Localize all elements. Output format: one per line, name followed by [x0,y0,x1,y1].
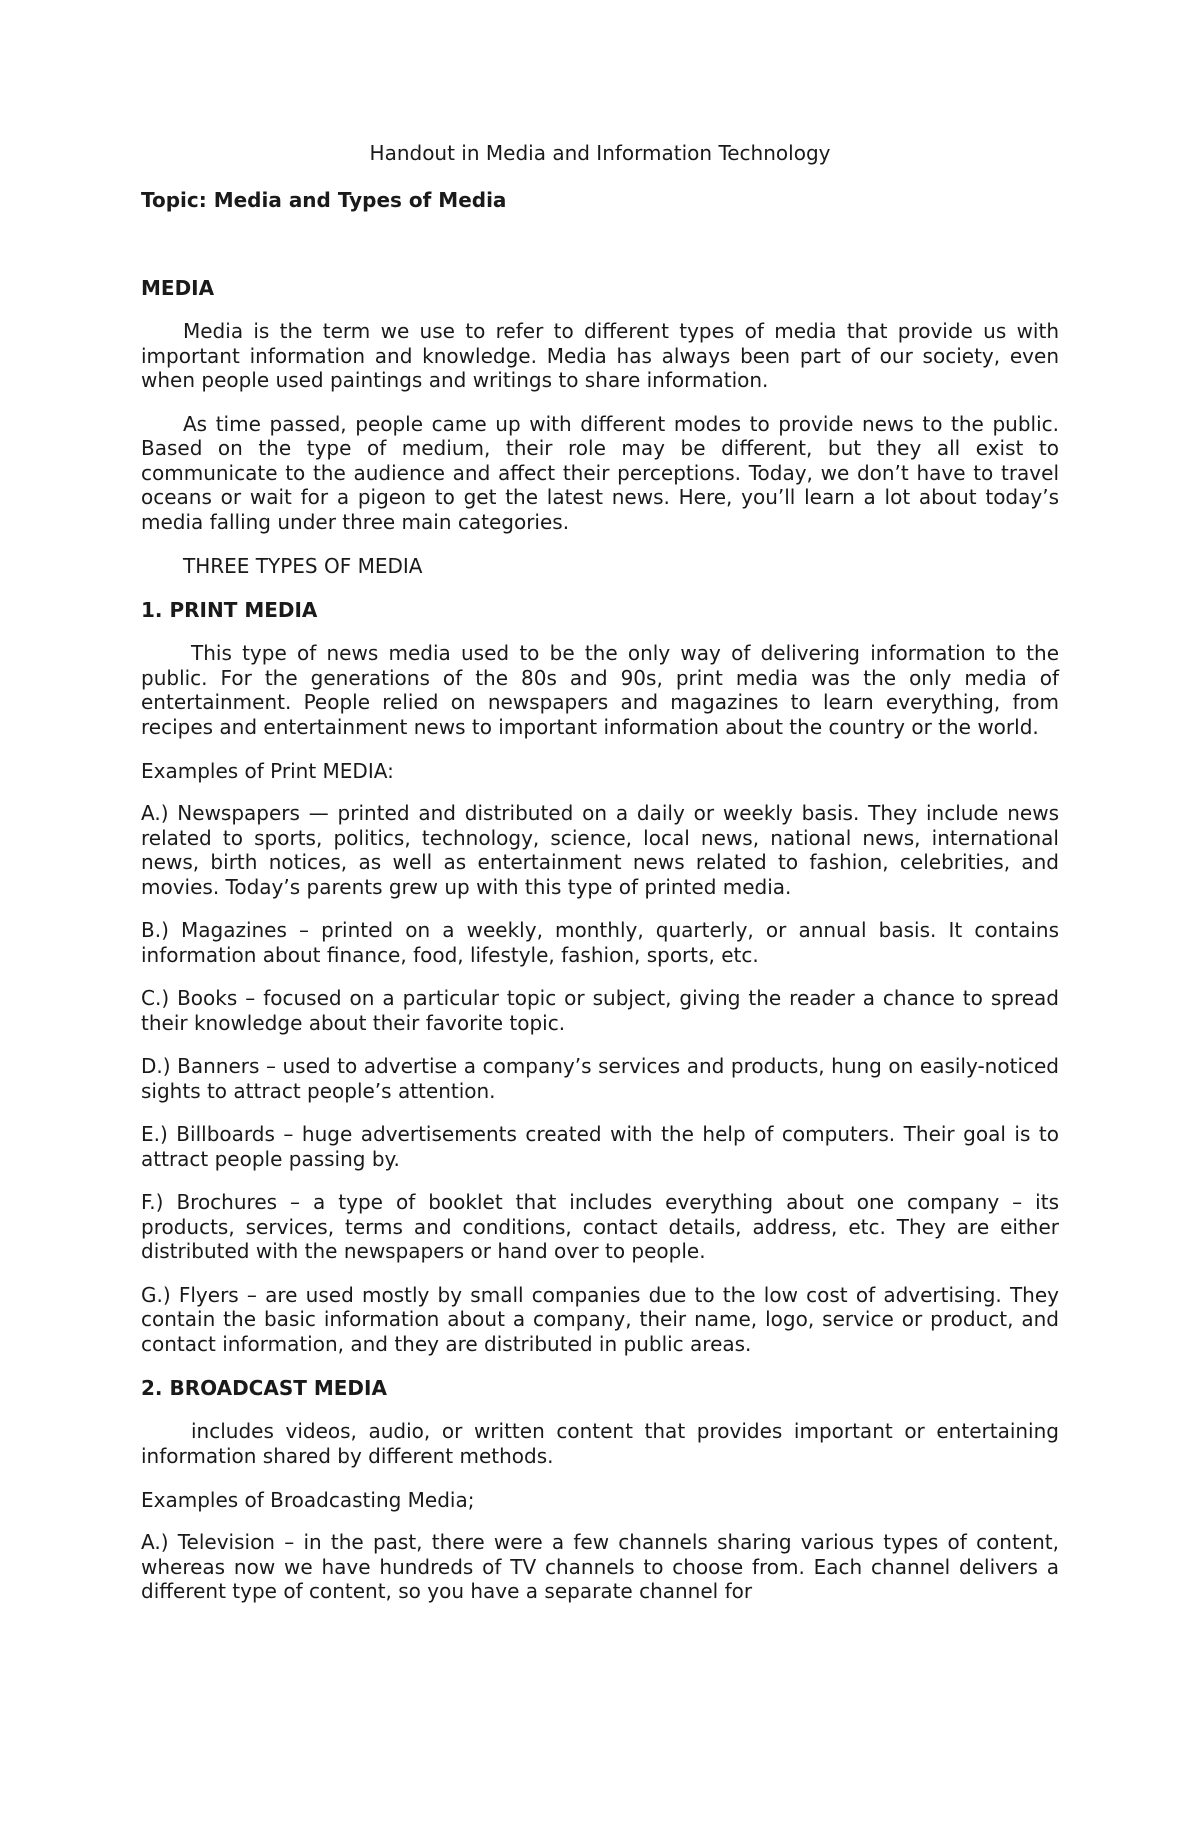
broadcast-media-heading: 2. BROADCAST MEDIA [141,1376,387,1400]
media-heading: MEDIA [141,276,215,300]
three-types-label: THREE TYPES OF MEDIA [183,554,423,578]
media-paragraph: Media is the term we use to refer to different types of media that provide us with important information and knowledge. Media has always been part of our society, even when people used paintings and writings to share information. [141,319,1059,392]
print-example-item: B.) Magazines – printed on a weekly, monthly, quarterly, or annual basis. It contains information about finance, food, lifestyle, fashion, sports, etc. [141,918,1059,967]
print-media-intro: This type of news media used to be the only way of delivering information to the public. For the generations of the 80s and 90s, print media was the only media of entertainment. People relied on newspapers and magazines to learn everything, from recipes and entertainment news to important information about the country or the world. [141,641,1059,739]
print-example-item: A.) Newspapers — printed and distributed on a daily or weekly basis. They include news related to sports, politics, technology, science, local news, national news, international news, birth notices, as well as entertainment news related to fashion, celebrities, and movies. Today’s parents grew up with this type of printed media. [141,801,1059,899]
print-example-item: F.) Brochures – a type of booklet that includes everything about one company – its products, services, terms and conditions, contact details, address, etc. They are either distributed with the newspapers or hand over to people. [141,1190,1059,1263]
document-title: Handout in Media and Information Technology [369,141,831,165]
broadcast-examples-label: Examples of Broadcasting Media; [141,1488,475,1512]
broadcast-media-intro: includes videos, audio, or written content that provides important or entertaining information shared by different methods. [141,1419,1059,1468]
print-examples-label: Examples of Print MEDIA: [141,759,394,783]
print-example-item: D.) Banners – used to advertise a company’s services and products, hung on easily-noticed sights to attract people’s attention. [141,1054,1059,1103]
broadcast-example-item: A.) Television – in the past, there were a few channels sharing various types of content, whereas now we have hundreds of TV channels to choose from. Each channel delivers a different type of content, so you have a separate channel for [141,1530,1059,1603]
print-example-item: G.) Flyers – are used mostly by small companies due to the low cost of advertising. They contain the basic information about a company, their name, logo, service or product, and contact information, and they are distributed in public areas. [141,1282,1059,1356]
print-example-item: E.) Billboards – huge advertisements created with the help of computers. Their goal is to attract people passing by. [141,1122,1059,1171]
print-media-heading: 1. PRINT MEDIA [141,598,318,622]
topic-line: Topic: Media and Types of Media [141,188,507,212]
media-paragraph: As time passed, people came up with different modes to provide news to the public. Based on the type of medium, their role may be different, but they all exist to communicate to the audience and affect their perceptions. Today, we don’t have to travel oceans or wait for a pigeon to get the latest news. Here, you’ll learn a lot about today’s media falling under three main categories. [141,411,1059,534]
print-example-item: C.) Books – focused on a particular topic or subject, giving the reader a chance to spread their knowledge about their favorite topic. [141,986,1059,1035]
